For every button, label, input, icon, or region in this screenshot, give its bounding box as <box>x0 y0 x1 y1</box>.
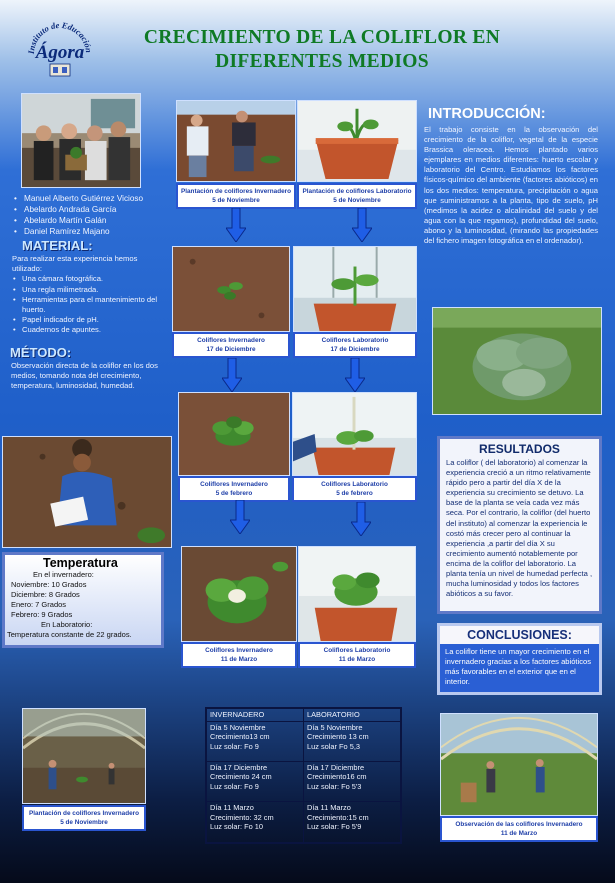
caption-1 <box>176 183 296 209</box>
table-header: LABORATORIO <box>304 708 402 721</box>
table-cell <box>304 802 402 843</box>
cell-line: Crecimiento13 cm <box>210 732 270 741</box>
caption-date: 11 de Marzo <box>500 830 538 837</box>
students-photo <box>21 93 141 188</box>
caption-date: 17 de Diciembre <box>206 346 256 353</box>
caption-title: Plantación de coliflores Invernadero <box>180 188 292 195</box>
table-header-row <box>206 708 401 721</box>
author-name: • Manuel Alberto Gutiérrez Vicioso <box>14 193 164 204</box>
school-logo <box>20 14 100 88</box>
caption-title: Plantación de coliflores Laboratorio <box>302 188 412 195</box>
caption-6 <box>292 476 417 502</box>
lab-december-photo <box>293 246 417 332</box>
cell-line: Luz solar: Fo 9 <box>210 741 259 751</box>
cell-line: Crecimiento:15 cm <box>307 812 369 822</box>
lab-february-photo <box>292 392 417 476</box>
caption-4 <box>293 332 417 358</box>
caption-10 <box>440 816 598 842</box>
temp-line: Noviembre: 10 Grados <box>11 580 87 589</box>
resultados-heading: RESULTADOS <box>479 442 560 456</box>
cell-line: Día 5 Noviembre <box>307 722 363 732</box>
introduccion-heading: INTRODUCCIÓN: <box>428 106 546 122</box>
caption-title: Plantación de coliflores Invernadero <box>28 810 140 817</box>
caption-8 <box>298 642 416 668</box>
down-arrow-icon <box>230 500 250 534</box>
temp-line: En el invernadero: <box>33 570 94 579</box>
cell-line: Luz solar: Fo 10 <box>210 822 263 832</box>
cell-line: Día 11 Marzo <box>307 803 351 813</box>
caption-date: 5 de Noviembre <box>333 197 381 204</box>
caption-date: 5 de Noviembre <box>60 819 108 826</box>
author-name: • Daniel Ramírez Majano <box>14 226 164 237</box>
conclusiones-text: La coliflor tiene un mayor crecimiento en el invernadero gracias a los factores abióticos más favorables en el exterior que en el interior. <box>445 647 592 687</box>
cell-line: Día 17 Diciembre <box>307 762 365 772</box>
caption-date: 5 de Noviembre <box>212 197 260 204</box>
temperatura-heading: Temperatura <box>43 556 118 570</box>
caption-date: 11 de Marzo <box>338 656 376 663</box>
greenhouse-december-photo <box>172 246 290 332</box>
material-item: • Herramientas para el mantenimiento del huerto. <box>12 295 164 315</box>
table-cell <box>206 761 304 801</box>
resultados-panel <box>437 436 602 614</box>
caption-title: Coliflores Invernadero <box>200 481 268 488</box>
caption-2 <box>297 183 417 209</box>
authors-list <box>14 193 164 237</box>
table-header: INVERNADERO <box>206 708 304 721</box>
cell-line: Día 17 Diciembre <box>210 762 268 772</box>
title-line-1: CRECIMIENTO DE LA COLIFLOR EN <box>143 27 501 48</box>
material-item: • Una regla milimetrada. <box>12 285 164 295</box>
cauliflower-closeup-photo <box>432 307 602 415</box>
lab-planting-photo <box>297 100 417 182</box>
material-intro: Para realizar esta experiencia hemos utilizado: <box>12 254 138 274</box>
greenhouse-march-photo <box>181 546 297 642</box>
logo-name: Ágora <box>35 42 85 63</box>
caption-date: 5 de febrero <box>215 490 253 497</box>
caption-title: Coliflores Laboratorio <box>321 337 389 344</box>
table-cell <box>304 721 402 761</box>
conclusiones-heading: CONCLUSIONES: <box>440 626 599 644</box>
caption-title: Coliflores Laboratorio <box>321 481 388 488</box>
conclusiones-panel <box>437 623 602 695</box>
caption-title: Observación de las coliflores Invernadero <box>455 821 583 828</box>
temp-line: Temperatura constante de 22 grados. <box>7 630 132 639</box>
cell-line: Crecimiento: 32 cm <box>210 812 274 822</box>
cell-line: Luz solar: Fo 9 <box>210 781 259 791</box>
cell-line: Día 5 Noviembre <box>210 722 266 732</box>
author-name: • Abelardo Martín Galán <box>14 215 164 226</box>
caption-title: Coliflores Invernadero <box>205 647 273 654</box>
material-item: • Papel indicador de pH. <box>12 315 164 325</box>
cell-line: Crecimiento16 cm <box>307 772 367 782</box>
caption-date: 5 de febrero <box>336 490 373 497</box>
temp-line: Enero: 7 Grados <box>11 600 67 609</box>
title-line-2: DIFERENTES MEDIOS <box>215 51 429 72</box>
lab-march-photo <box>298 546 416 642</box>
caption-title: Coliflores Invernadero <box>197 337 265 344</box>
resultados-text: La coliflor ( del laboratorio) al comenzar la experiencia creció a un ritmo relativamente rápido pero a partir del día X de la experiencia su crecimiento se detuvo. La base de la planta se veía cada vez más seca. Por el contrario, la coliflor (del huerto del instituto) al comenzar la experiencia le costó más crecer pero al continuar la experiencia ,a partir del día X su crecimiento aumentó notablemente por encima de la coliflor del laboratorio. La planta tenía un nivel de humedad perfecta , mucha luminosidad y todos los factores abióticos a su favor. <box>446 458 593 599</box>
down-arrow-icon <box>226 208 246 242</box>
temp-line: En Laboratorio: <box>41 620 93 629</box>
table-cell <box>206 721 304 761</box>
material-item: • Cuadernos de apuntes. <box>12 325 164 335</box>
down-arrow-icon <box>345 358 365 392</box>
down-arrow-icon <box>352 208 372 242</box>
poster-title <box>112 26 532 74</box>
caption-9 <box>22 805 146 831</box>
caption-3 <box>172 332 290 358</box>
temperatura-panel <box>2 552 164 648</box>
metodo-text: Observación directa de la coliflor en los dos medios, tomando nota del crecimiento, temperatura, luminosidad, humedad. <box>11 361 158 391</box>
down-arrow-icon <box>222 358 242 392</box>
temp-line: Diciembre: 8 Grados <box>11 590 80 599</box>
student-writing-photo <box>2 436 172 548</box>
greenhouse-observation-photo <box>440 713 598 816</box>
caption-7 <box>181 642 297 668</box>
caption-5 <box>178 476 290 502</box>
table-row <box>206 761 401 801</box>
metodo-heading: MÉTODO: <box>10 345 72 360</box>
cell-line: Crecimiento 13 cm <box>307 732 369 741</box>
material-item: • Una cámara fotográfica. <box>12 274 164 284</box>
table-cell <box>206 802 304 843</box>
caption-date: 11 de Marzo <box>220 656 258 663</box>
cell-line: Día 11 Marzo <box>210 803 254 813</box>
caption-date: 17 de Diciembre <box>330 346 380 353</box>
logo-ring-text: Instituto de Educación <box>25 19 95 55</box>
growth-table <box>205 707 402 844</box>
caption-title: Coliflores Laboratorio <box>323 647 391 654</box>
material-heading: MATERIAL: <box>22 238 93 253</box>
introduccion-text: El trabajo consiste en la observación del crecimiento de la coliflor, vegetal de la especie Brassica oleracea. Hemos plantado varios ejemplares en medios diferentes: huerto escolar y laboratorio del Centro. Estudiamos los factores físicos-químico del ambiente (factores abióticos) en los dos medios: temperatura, precipitación o agua que suministramos a la planta, tipo de suelo, pH (medimos la acidez o alcalinidad del suelo y del agua con la que regamos), profundidad del suelo, abono y la luminosidad, (mirando las propiedades del fichero imagen fotográfica en el ordenador). <box>424 125 598 246</box>
material-section <box>12 254 164 336</box>
cell-line: Luz solar Fo 5,3 <box>307 741 360 751</box>
cell-line: Luz solar: Fo 5'9 <box>307 822 362 832</box>
cell-line: Crecimiento 24 cm <box>210 772 272 782</box>
table-row <box>206 802 401 843</box>
down-arrow-icon <box>351 502 371 536</box>
temp-line: Febrero: 9 Grados <box>11 610 73 619</box>
greenhouse-overview-photo <box>22 708 146 804</box>
cell-line: Luz solar: Fo 5'3 <box>307 781 362 791</box>
greenhouse-planting-photo <box>176 100 296 182</box>
table-cell <box>304 761 402 801</box>
greenhouse-february-photo <box>178 392 290 476</box>
author-name: • Abelardo Andrada García <box>14 204 164 215</box>
table-row <box>206 721 401 761</box>
